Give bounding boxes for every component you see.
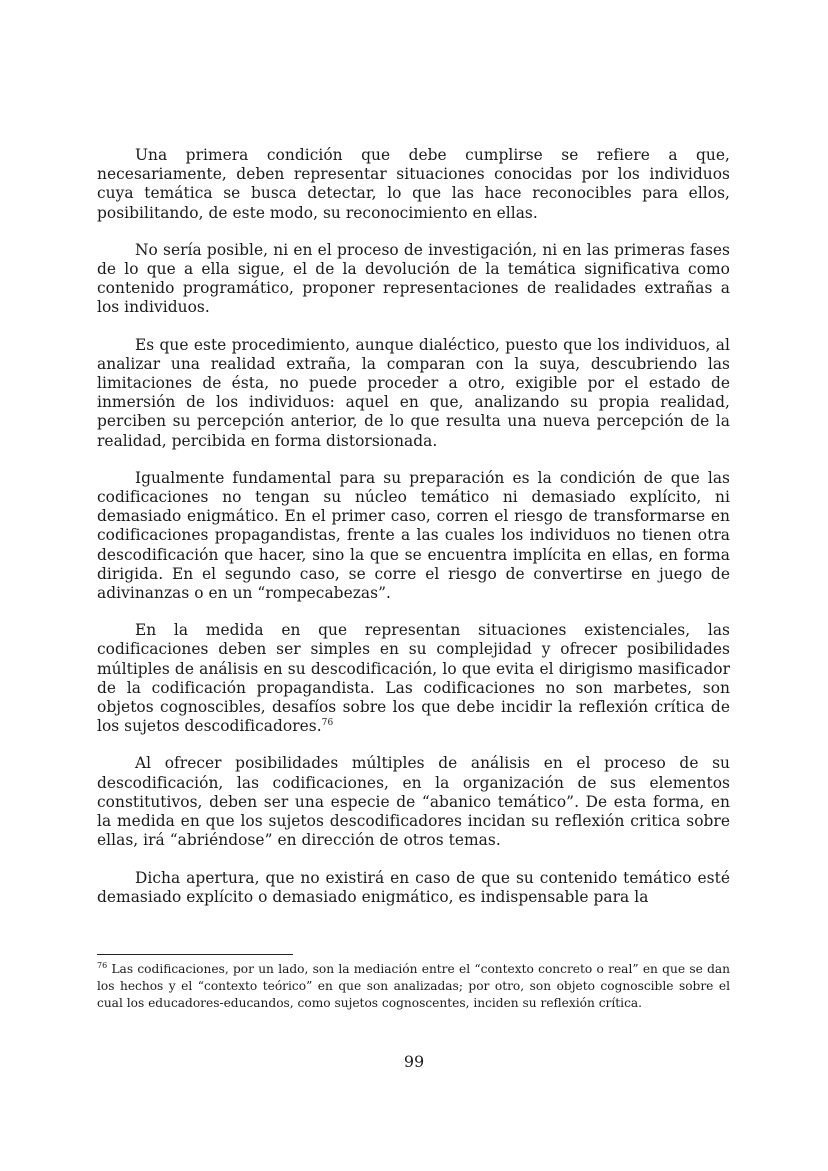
footnote: [97, 961, 730, 1011]
paragraph-5-text: En la medida en que representan situaciones existenciales, las codificaciones deben ser simples en su complejidad y ofrecer posibilidades múltiples de análisis en su descodificación, lo que evita el dirigismo masificador de la codificación propagandista. Las codificaciones no son marbetes, son objetos cognoscibles, desafíos sobre los que debe incidir la reflexión crítica de los sujetos descodificadores.: [97, 621, 730, 736]
footnote-text: Las codificaciones, por un lado, son la mediación entre el “contexto concreto o real” en que se dan los hechos y el “contexto teórico” en que son analizadas; por otro, son objeto cognoscible sobre el cual los educadores-educandos, como sujetos cognoscentes, inciden su reflexión crítica.: [97, 962, 730, 1010]
paragraph-3: Es que este procedimiento, aunque dialéctico, puesto que los individuos, al analizar una realidad extraña, la comparan con la suya, descubriendo las limitaciones de ésta, no puede proceder a otro, exigible por el estado de inmersión de los individuos: aquel en que, analizando su propia realidad, perciben su percepción anterior, de lo que resulta una nueva percepción de la realidad, percibida en forma distorsionada.: [97, 335, 730, 450]
footnote-reference: 76: [321, 718, 334, 729]
paragraph-2: No sería posible, ni en el proceso de investigación, ni en las primeras fases de lo que a ella sigue, el de la devolución de la temática significativa como contenido programático, proponer representaciones de realidades extrañas a los individuos.: [97, 240, 730, 317]
paragraph-7: Dicha apertura, que no existirá en caso de que su contenido temático esté demasiado explícito o demasiado enigmático, es indispensable para la: [97, 868, 730, 906]
page-number: 99: [403, 1052, 425, 1071]
footnote-divider: [97, 954, 293, 955]
paragraph-5: [97, 621, 730, 736]
body-text: [97, 146, 730, 925]
footnote-mark: 76: [97, 960, 108, 970]
paragraph-4: Igualmente fundamental para su preparación es la condición de que las codificaciones no tengan su núcleo temático ni demasiado explícito, ni demasiado enigmático. En el primer caso, corren el riesgo de transformarse en codificaciones propagandistas, frente a las cuales los individuos no tienen otra descodificación que hacer, sino la que se encuentra implícita en ellas, en forma dirigida. En el segundo caso, se corre el riesgo de convertirse en juego de adivinanzas o en un “rompecabezas”.: [97, 468, 730, 603]
paragraph-1: Una primera condición que debe cumplirse se refiere a que, necesariamente, deben representar situaciones conocidas por los individuos cuya temática se busca detectar, lo que las hace reconocibles para ellos, posibilitando, de este modo, su reconocimiento en ellas.: [97, 146, 730, 222]
paragraph-6: Al ofrecer posibilidades múltiples de análisis en el proceso de su descodificación, las codificaciones, en la organización de sus elementos constitutivos, deben ser una especie de “abanico temático”. De esta forma, en la medida en que los sujetos descodificadores incidan su reflexión critica sobre ellas, irá “abriéndose” en dirección de otros temas.: [97, 754, 730, 850]
